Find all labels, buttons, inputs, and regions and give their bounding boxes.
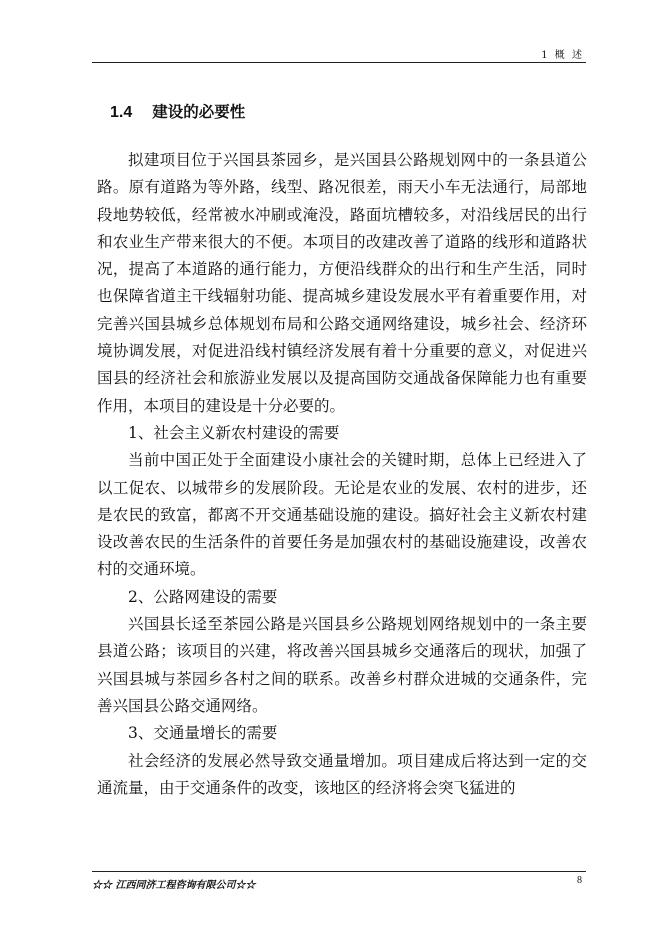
body-text bbox=[97, 147, 587, 802]
section-heading bbox=[110, 100, 245, 122]
subheading-road-network: 2、公路网建设的需要 bbox=[128, 587, 278, 606]
paragraph-intro: 拟建项目位于兴国县茶园乡，是兴国县公路规划网中的一条县道公路。原有道路为等外路，线型、路况很差，雨天小车无法通行，局部地段地势较低，经常被水冲刷或淹没，路面坑槽较多，对沿线居民的出行和农业生产带来很大的不便。本项目的改建改善了道路的线形和道路状况，提高了本道路的通行能力，方便沿线群众的出行和生产生活，同时也保障省道主干线辐射功能、提高城乡建设发展水平有着重要作用，对完善兴国县城乡总体规划布局和公路交通网络建设，城乡社会、经济环境协调发展，对促进沿线村镇经济发展有着十分重要的意义，对促进兴国县的经济社会和旅游业发展以及提高国防交通战备保障能力也有重要作用，本项目的建设是十分必要的。 bbox=[97, 151, 587, 415]
page-number: 8 bbox=[577, 875, 582, 886]
page-footer bbox=[92, 871, 586, 892]
subheading-new-countryside: 1、社会主义新农村建设的需要 bbox=[128, 423, 340, 442]
footer-company: ☆☆ 江西同济工程咨询有限公司☆☆ bbox=[92, 880, 256, 891]
header-chapter-title: 1 概 述 bbox=[541, 50, 584, 61]
paragraph-new-countryside: 当前中国正处于全面建设小康社会的关键时期，总体上已经进入了以工促农、以城带乡的发展阶段。无论是农业的发展、农村的进步，还是农民的致富，都离不开交通基础设施的建设。搞好社会主义新农村建设改善农民的生活条件的首要任务是加强农村的基础设施建设，改善农村的交通环境。 bbox=[97, 451, 587, 579]
section-title: 建设的必要性 bbox=[152, 102, 246, 121]
subheading-traffic-growth: 3、交通量增长的需要 bbox=[128, 724, 278, 743]
section-number: 1.4 bbox=[110, 104, 133, 121]
paragraph-traffic-growth: 社会经济的发展必然导致交通量增加。项目建成后将达到一定的交通流量，由于交通条件的改变，该地区的经济将会突飞猛进的 bbox=[97, 751, 587, 797]
paragraph-road-network: 兴国县长迳至茶园公路是兴国县乡公路规划网络规划中的一条主要县道公路；该项目的兴建，将改善兴国县城乡交通落后的现状，加强了兴国县城与茶园乡各村之间的联系。改善乡村群众进城的交通条件，完善兴国县公路交通网络。 bbox=[97, 615, 587, 715]
page-header bbox=[92, 44, 586, 63]
